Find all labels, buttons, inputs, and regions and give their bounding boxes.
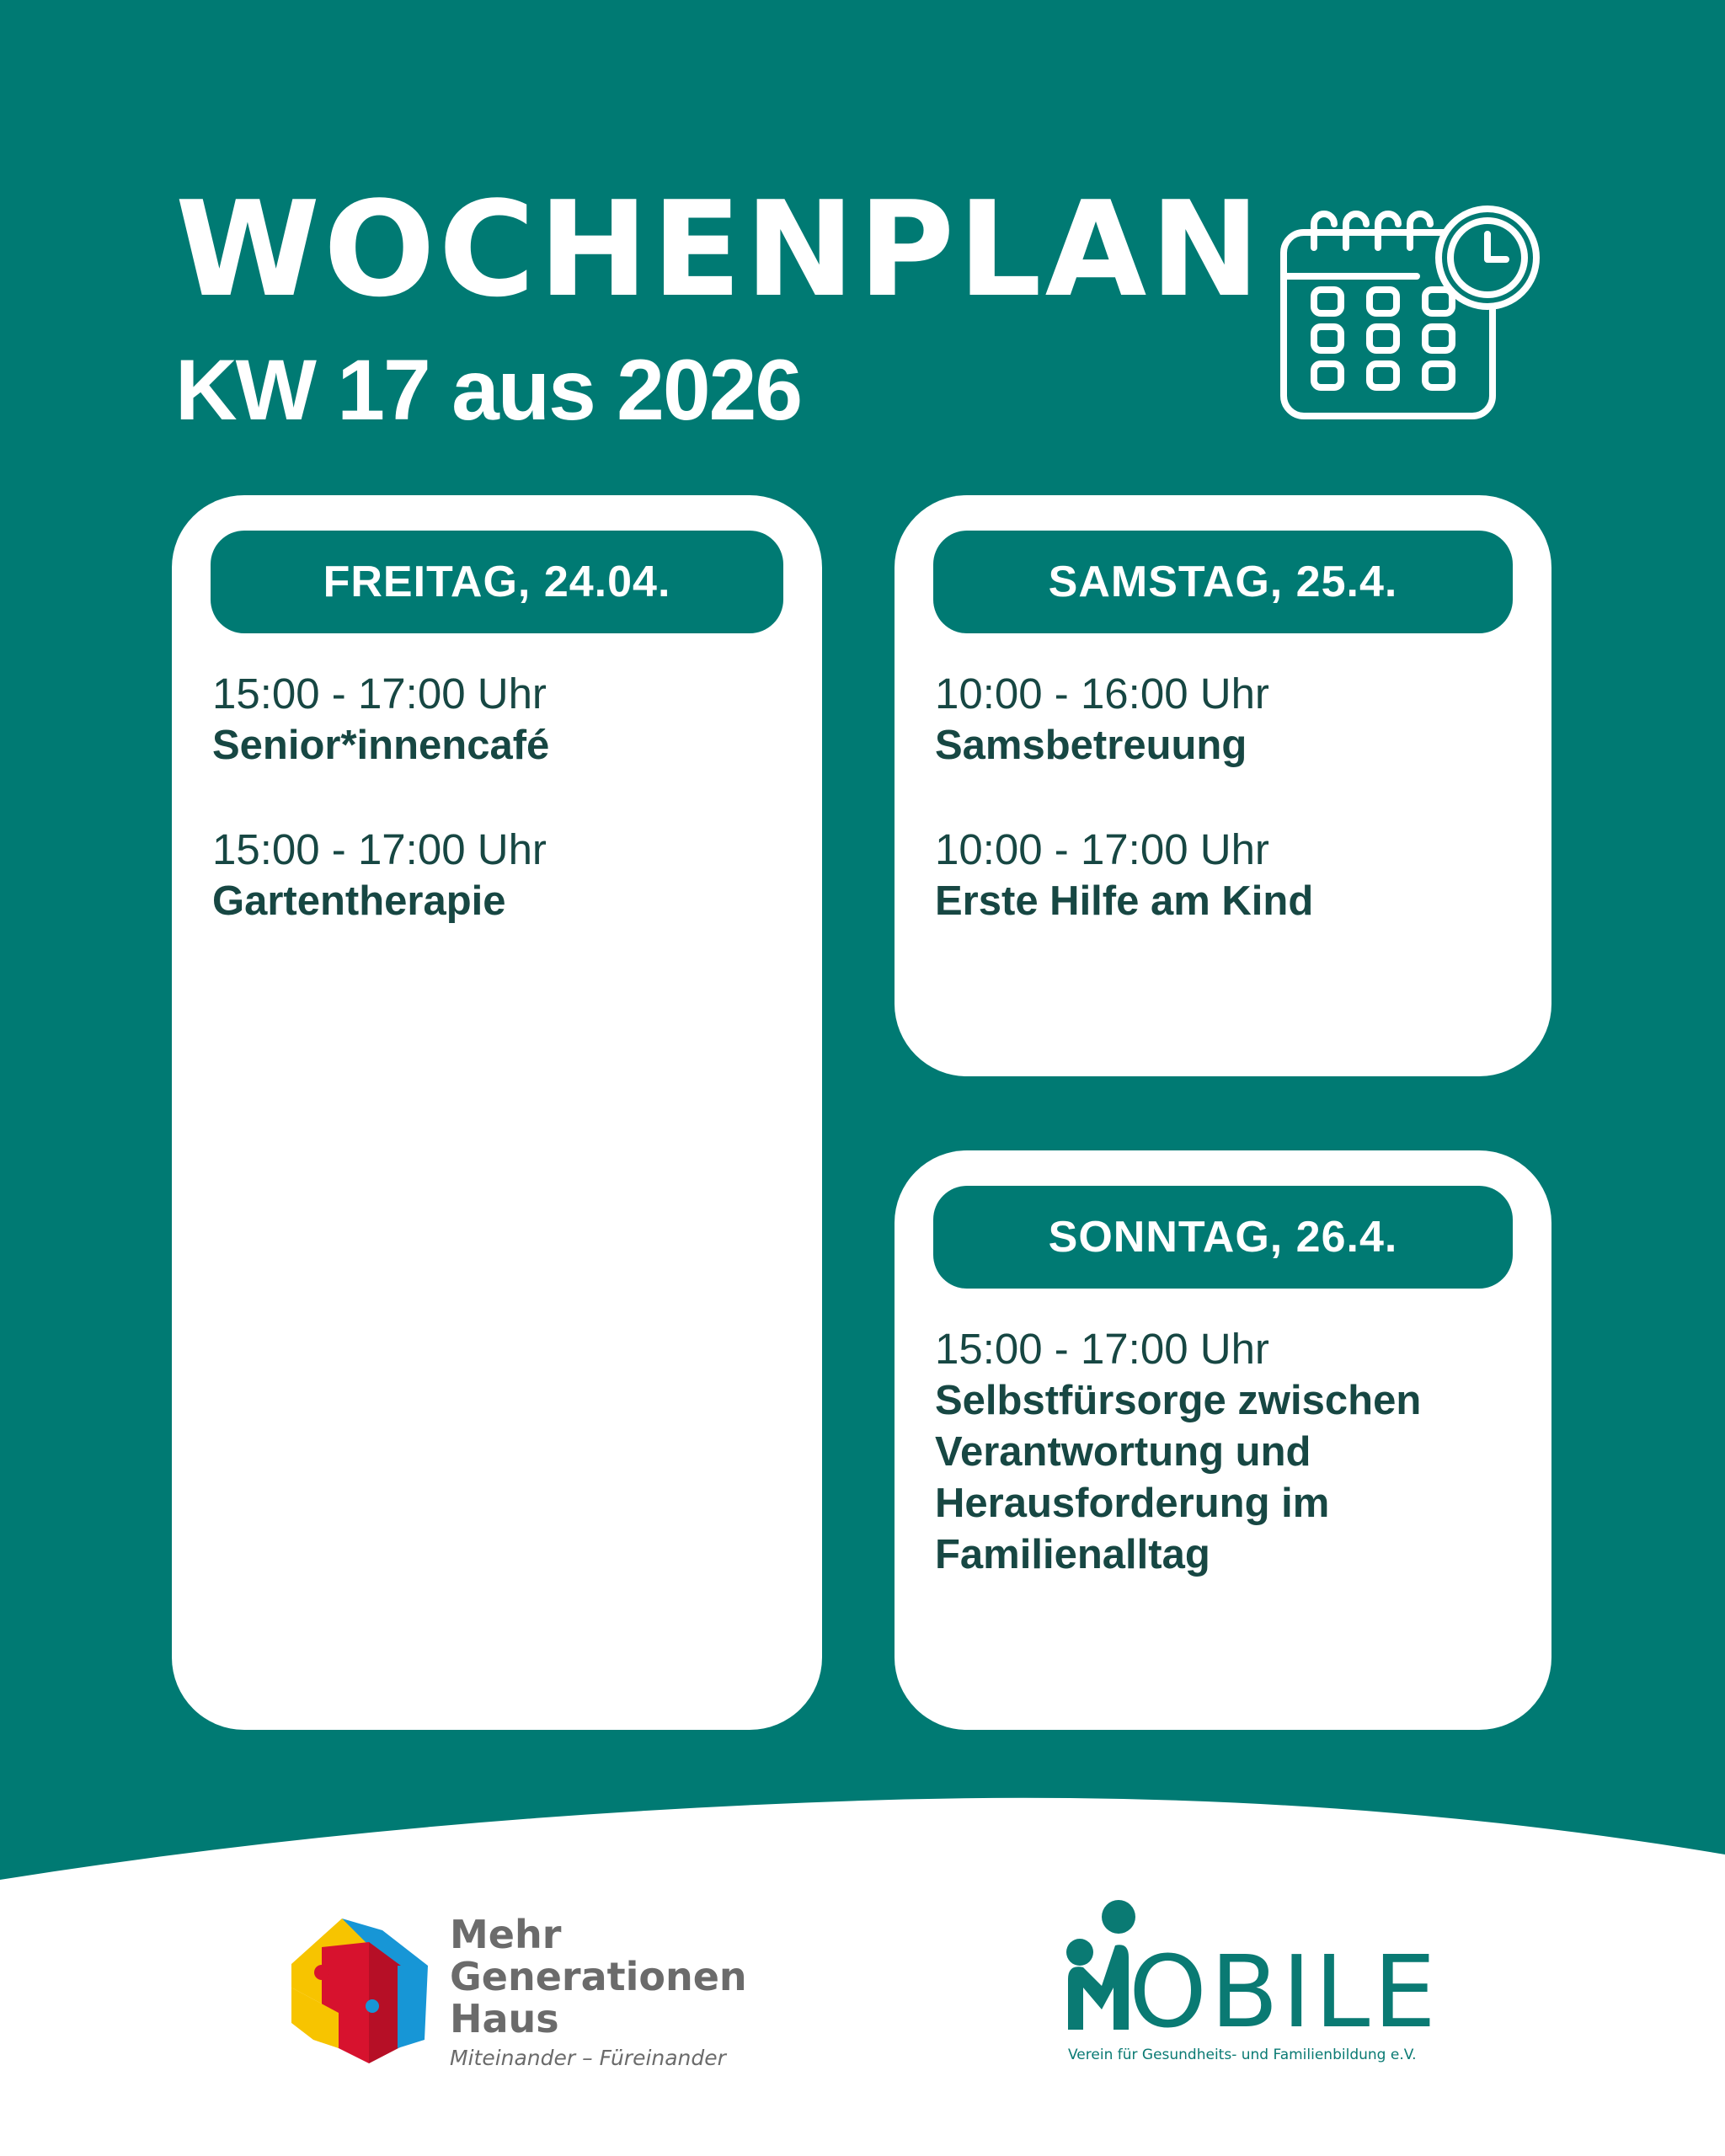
event-time: 10:00 - 17:00 Uhr: [935, 825, 1269, 873]
event-item: [212, 824, 788, 927]
day-card-saturday: [895, 495, 1551, 1076]
mgh-line-3: Haus: [450, 1996, 559, 2041]
mgh-line-2: Generationen: [450, 1954, 747, 1999]
event-title: Samsbetreuung: [935, 723, 1247, 768]
event-item: [935, 668, 1518, 771]
event-item: [935, 1323, 1476, 1581]
mobile-subtitle: Verein für Gesundheits- und Familienbildung e.V.: [1068, 2047, 1417, 2063]
day-header: SONNTAG, 26.4.: [933, 1186, 1513, 1289]
mobile-wordmark: OBILE: [1129, 1934, 1439, 2050]
event-title: Selbstfürsorge zwischen Verantwortung und Herausforderung im Familienalltag: [935, 1378, 1422, 1577]
calendar-clock-icon: [1274, 199, 1543, 430]
week-subtitle: KW 17 aus 2026: [175, 342, 802, 438]
day-card-sunday: [895, 1150, 1551, 1730]
event-time: 15:00 - 17:00 Uhr: [212, 670, 547, 718]
event-item: [212, 668, 788, 771]
event-item: [935, 824, 1518, 927]
event-time: 15:00 - 17:00 Uhr: [212, 825, 547, 873]
event-title: Senior*innencafé: [212, 723, 550, 768]
mobile-logo-icon: [1060, 1895, 1135, 2042]
day-header: FREITAG, 24.04.: [211, 531, 783, 633]
day-header: SAMSTAG, 25.4.: [933, 531, 1513, 633]
mehrgenerationenhaus-wordmark: [450, 1913, 747, 2077]
day-card-friday: [172, 495, 822, 1730]
mehrgenerationenhaus-logo-icon: [288, 1913, 431, 2069]
mgh-slogan: Miteinander – Füreinander: [450, 2046, 726, 2070]
event-time: 15:00 - 17:00 Uhr: [935, 1325, 1269, 1373]
page-title: WOCHENPLAN: [175, 173, 1263, 326]
mgh-line-1: Mehr: [450, 1912, 562, 1957]
event-time: 10:00 - 16:00 Uhr: [935, 670, 1269, 718]
event-title: Gartentherapie: [212, 878, 506, 924]
event-title: Erste Hilfe am Kind: [935, 878, 1314, 924]
